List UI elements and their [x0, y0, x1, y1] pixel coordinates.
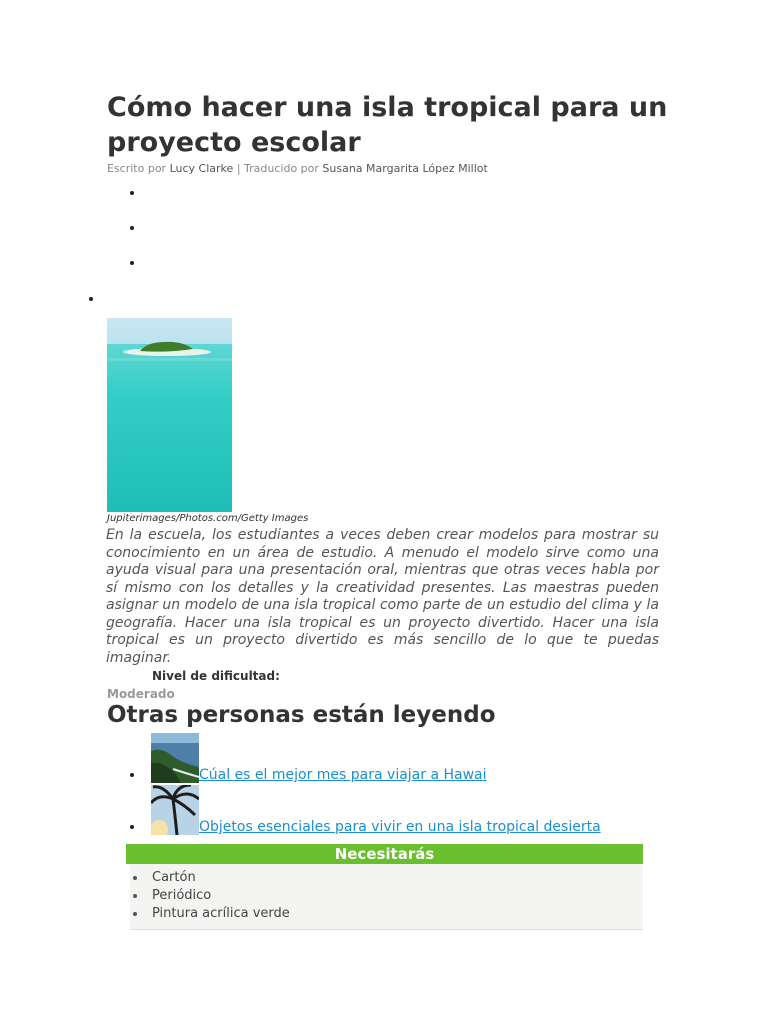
byline-separator: | — [236, 162, 241, 175]
difficulty-value: Moderado — [107, 687, 175, 701]
page-title: Cómo hacer una isla tropical para un proyecto escolar — [107, 92, 668, 158]
needs-heading: Necesitarás — [126, 844, 643, 864]
bullet-marker — [89, 297, 93, 301]
related-link-island[interactable]: Objetos esenciales para vivir en una isla tropical desierta — [199, 819, 601, 835]
image-credit: Jupiterimages/Photos.com/Getty Images — [107, 513, 309, 524]
intro-paragraph: En la escuela, los estudiantes a veces deben crear modelos para mostrar su conocimiento en un área de estudio. A menudo el modelo sirve como una ayuda visual para una presentación oral, mientras que otras veces habla por sí mismo con los detalles y la creatividad presentes. Las maestras pueden asignar un modelo de una isla tropical como parte de un estudio del clima y la geografía. Hacer una isla tropical es un proyecto divertido. Hacer una isla tropical es un proyecto divertido es más sencillo de lo que te puedas imaginar. — [106, 527, 659, 666]
author-name[interactable]: Lucy Clarke — [169, 162, 234, 175]
byline-translated-prefix: Traducido por — [244, 162, 319, 175]
list-item: Cartón — [130, 869, 643, 887]
related-heading: Otras personas están leyendo — [107, 702, 496, 728]
related-link-hawaii[interactable]: Cúal es el mejor mes para viajar a Hawai — [199, 767, 487, 783]
list-item: Periódico — [130, 887, 643, 905]
difficulty-label: Nivel de dificultad: — [152, 669, 280, 683]
island-photo — [107, 318, 232, 512]
palm-thumbnail[interactable] — [151, 785, 199, 835]
needs-body — [130, 864, 643, 930]
byline-written-prefix: Escrito por — [107, 162, 167, 175]
coast-thumbnail[interactable] — [151, 733, 199, 783]
needs-box — [126, 844, 643, 930]
translator-name[interactable]: Susana Margarita López Millot — [322, 162, 488, 175]
list-item: Pintura acrílica verde — [130, 905, 643, 923]
needs-list — [130, 869, 643, 923]
byline — [107, 162, 488, 175]
